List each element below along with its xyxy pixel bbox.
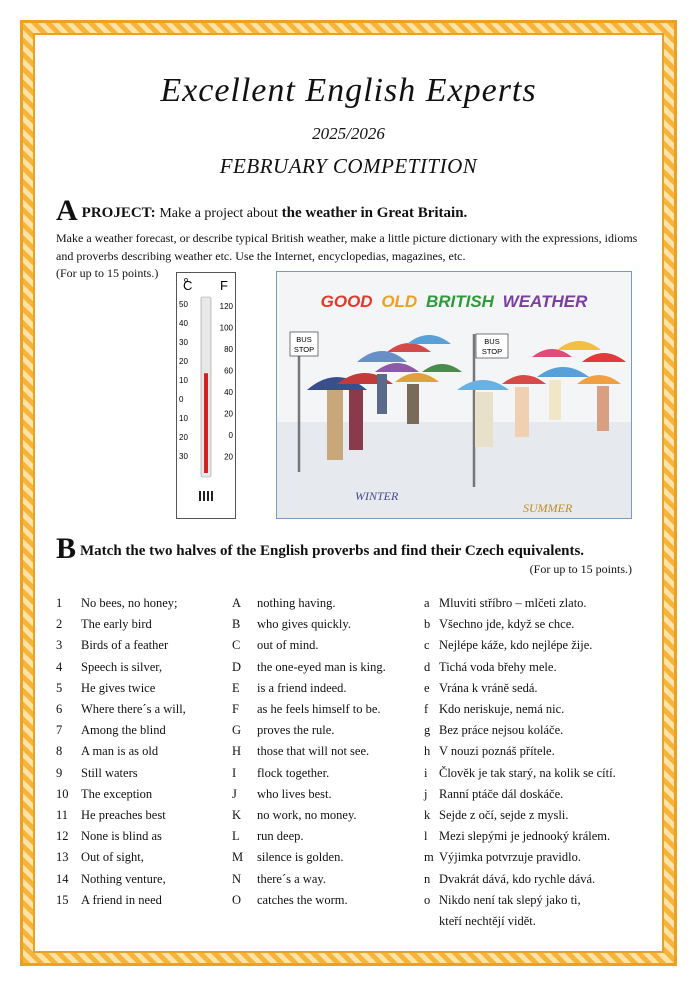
proverb-second-half: is a friend indeed. bbox=[257, 680, 347, 695]
section-a-points: (For up to 15 points.) bbox=[56, 266, 159, 280]
proverb-first-half: Nothing venture, bbox=[81, 871, 166, 886]
czech-text: Nikdo není tak slepý jako ti, bbox=[439, 892, 581, 907]
proverb-first-half: Among the blind bbox=[81, 723, 166, 738]
czech-text: Výjimka potvrzuje pravidlo. bbox=[439, 850, 581, 865]
section-b-points: (For up to 15 points.) bbox=[529, 562, 632, 576]
proverb-first-half: Out of sight, bbox=[81, 850, 144, 865]
fahrenheit-tick-label: 60 bbox=[224, 366, 233, 376]
czech-letter: b bbox=[424, 617, 431, 632]
proverb-second-half: out of mind. bbox=[257, 638, 319, 653]
proverb-first-half: Still waters bbox=[81, 765, 138, 780]
section-b-instruction: Match the two halves of the English proverbs and find their Czech equivalents. bbox=[80, 543, 585, 559]
czech-letter: n bbox=[424, 871, 431, 886]
proverb-second-half: catches the worm. bbox=[257, 892, 348, 907]
weather-title-word: BRITISH bbox=[425, 292, 494, 311]
celsius-tick-label: 20 bbox=[179, 357, 188, 366]
proverb-first-half: The exception bbox=[81, 786, 153, 801]
proverb-first-half: A man is as old bbox=[81, 744, 159, 759]
proverb-letter: N bbox=[232, 871, 242, 886]
czech-text: Člověk je tak starý, na kolik se cítí. bbox=[439, 765, 616, 780]
winter-label: WINTER bbox=[355, 489, 399, 503]
czech-text: Kdo neriskuje, nemá nic. bbox=[439, 702, 565, 716]
proverb-number: 12 bbox=[56, 829, 69, 844]
fahrenheit-tick-label: 0 bbox=[228, 431, 233, 440]
page-title: Excellent English Experts bbox=[160, 72, 537, 109]
thermometer-svg bbox=[177, 273, 235, 518]
proverb-number: 6 bbox=[56, 702, 63, 716]
czech-equivalent bbox=[424, 787, 563, 808]
proverb-letter: L bbox=[232, 829, 240, 844]
proverb-number: 7 bbox=[56, 723, 63, 738]
bus-stop-sign-text: STOP bbox=[481, 347, 503, 356]
czech-letter: o bbox=[424, 892, 431, 907]
czech-equivalent bbox=[424, 596, 587, 617]
section-b-letter: B bbox=[56, 532, 77, 565]
section-a-topic: the weather in Great Britain. bbox=[281, 205, 468, 221]
czech-text: Nejlépe káže, kdo nejlépe žije. bbox=[439, 638, 593, 653]
czech-letter: d bbox=[424, 659, 431, 674]
proverb-first-half: The early bird bbox=[81, 617, 152, 632]
czech-letter: j bbox=[424, 786, 428, 801]
proverb-second-half: there´s a way. bbox=[257, 871, 326, 886]
czech-text: Všechno jde, když se chce. bbox=[439, 617, 575, 632]
section-b-heading bbox=[56, 532, 584, 566]
proverb-second-half: no work, no money. bbox=[257, 808, 357, 822]
czech-equivalent bbox=[424, 638, 592, 659]
summer-label: SUMMER bbox=[523, 501, 573, 515]
czech-text: V nouzi poznáš přítele. bbox=[439, 744, 555, 759]
fahrenheit-unit: F bbox=[220, 278, 228, 293]
fahrenheit-tick-label: 100 bbox=[219, 323, 233, 333]
proverb-letter: D bbox=[232, 659, 242, 674]
proverb-number: 4 bbox=[56, 659, 63, 674]
section-a-label: PROJECT: bbox=[81, 205, 156, 221]
proverb-first-half: A friend in need bbox=[81, 892, 162, 907]
proverb-first-half: He gives twice bbox=[81, 680, 156, 695]
celsius-tick-label: 0 bbox=[179, 395, 184, 404]
czech-text: Sejde z očí, sejde z mysli. bbox=[439, 808, 569, 822]
bus-stop-sign-text: BUS bbox=[296, 335, 312, 344]
section-a-intro: Make a project about bbox=[159, 206, 278, 221]
czech-letter: m bbox=[424, 850, 434, 865]
fahrenheit-tick-label: 20 bbox=[224, 452, 233, 462]
proverb-number: 9 bbox=[56, 765, 63, 780]
czech-equivalent bbox=[424, 829, 610, 850]
proverb-letter: G bbox=[232, 723, 242, 738]
czech-equivalent bbox=[424, 723, 563, 744]
czech-equivalent-continuation bbox=[424, 914, 536, 935]
czech-equivalent bbox=[424, 808, 568, 829]
celsius-tick-label: 10 bbox=[179, 376, 188, 385]
proverb-letter: J bbox=[232, 786, 237, 801]
czech-letter: e bbox=[424, 680, 430, 695]
proverb-first-half: None is blind as bbox=[81, 829, 162, 844]
czech-letter: i bbox=[424, 765, 428, 780]
czech-text: Bez práce nejsou koláče. bbox=[439, 723, 564, 738]
proverb-second-half: silence is golden. bbox=[257, 850, 344, 865]
czech-letter: a bbox=[424, 596, 430, 610]
proverb-number: 3 bbox=[56, 638, 63, 653]
czech-equivalent bbox=[424, 617, 574, 638]
proverb-letter: E bbox=[232, 680, 240, 695]
proverb-second-half: who gives quickly. bbox=[257, 617, 351, 632]
proverb-first-half: Birds of a feather bbox=[81, 638, 169, 653]
weather-title-word: WEATHER bbox=[502, 292, 588, 311]
czech-equivalent bbox=[424, 893, 581, 914]
czech-text: Dvakrát dává, kdo rychle dává. bbox=[439, 871, 596, 886]
proverb-letter: F bbox=[232, 702, 239, 716]
czech-equivalent bbox=[424, 702, 564, 723]
weather-illustration bbox=[276, 271, 632, 519]
weather-illustration-svg bbox=[277, 272, 631, 518]
proverb-second-half: flock together. bbox=[257, 765, 330, 780]
celsius-unit: C bbox=[183, 278, 193, 293]
proverb-first-half: No bees, no honey; bbox=[81, 596, 178, 610]
section-a-letter: A bbox=[56, 194, 78, 227]
czech-text: Tichá voda břehy mele. bbox=[439, 659, 557, 674]
proverb-number: 11 bbox=[56, 808, 69, 822]
proverb-letter: C bbox=[232, 638, 241, 653]
celsius-tick-label: 30 bbox=[179, 452, 188, 461]
thermometer-image bbox=[176, 272, 236, 519]
czech-equivalent bbox=[424, 660, 557, 681]
fahrenheit-tick-label: 80 bbox=[224, 345, 233, 354]
proverb-second-half: proves the rule. bbox=[257, 723, 335, 738]
fahrenheit-tick-label: 40 bbox=[224, 388, 233, 397]
proverb-second-half: as he feels himself to be. bbox=[257, 702, 381, 716]
proverb-letter: A bbox=[232, 596, 242, 610]
czech-text: Mluviti stříbro – mlčeti zlato. bbox=[439, 596, 587, 610]
section-a-heading bbox=[56, 194, 467, 228]
czech-equivalent bbox=[424, 766, 616, 787]
czech-letter: f bbox=[424, 702, 429, 716]
celsius-tick-label: 40 bbox=[179, 319, 188, 328]
proverb-second-half: run deep. bbox=[257, 829, 304, 844]
proverb-first-half: He preaches best bbox=[81, 808, 166, 822]
proverb-second-half: nothing having. bbox=[257, 596, 336, 610]
thermometer-vents bbox=[199, 491, 213, 501]
thermometer-mercury bbox=[204, 373, 208, 473]
school-year: 2025/2026 bbox=[312, 124, 385, 143]
proverb-letter: K bbox=[232, 808, 242, 822]
proverb-letter: O bbox=[232, 892, 242, 907]
proverb-number: 1 bbox=[56, 596, 63, 610]
celsius-tick-label: 10 bbox=[179, 414, 188, 423]
czech-text: kteří nechtějí vidět. bbox=[439, 914, 536, 928]
czech-text: Vrána k vráně sedá. bbox=[439, 680, 538, 695]
czech-letter: h bbox=[424, 744, 431, 759]
czech-equivalent bbox=[424, 850, 581, 871]
proverb-number: 14 bbox=[56, 871, 69, 886]
proverb-letter: M bbox=[232, 850, 244, 865]
proverb-first-half: Where there´s a will, bbox=[81, 702, 186, 716]
celsius-tick-label: 30 bbox=[179, 338, 188, 347]
proverb-number: 15 bbox=[56, 892, 69, 907]
bus-stop-sign-text: STOP bbox=[293, 345, 315, 354]
section-a-description: Make a weather forecast, or describe typical British weather, make a little picture dictionary with the expressions, idioms and proverbs describing weather etc. Use the Internet, encyclopedias, magazines, etc. bbox=[56, 231, 638, 263]
czech-letter: k bbox=[424, 808, 431, 822]
czech-letter: g bbox=[424, 723, 431, 738]
czech-text: Ranní ptáče dál doskáče. bbox=[439, 786, 564, 801]
proverb-second-half: the one-eyed man is king. bbox=[257, 659, 386, 674]
czech-text: Mezi slepými je jednooký králem. bbox=[439, 829, 611, 844]
weather-title-word: GOOD bbox=[320, 292, 373, 311]
proverb-letter: I bbox=[232, 765, 237, 780]
weather-title-word: OLD bbox=[381, 292, 418, 311]
czech-letter: c bbox=[424, 638, 430, 653]
weather-title bbox=[321, 292, 588, 311]
competition-title: FEBRUARY COMPETITION bbox=[219, 154, 478, 178]
proverb-first-half: Speech is silver, bbox=[81, 659, 163, 674]
proverb-number: 10 bbox=[56, 786, 69, 801]
czech-equivalent bbox=[424, 744, 555, 765]
celsius-tick-label: 50 bbox=[179, 300, 188, 309]
fahrenheit-tick-label: 20 bbox=[224, 409, 233, 419]
proverb-number: 5 bbox=[56, 680, 63, 695]
proverb-letter: B bbox=[232, 617, 241, 632]
celsius-tick-label: 20 bbox=[179, 433, 188, 442]
proverb-second-half: who lives best. bbox=[257, 786, 332, 801]
proverb-number: 13 bbox=[56, 850, 69, 865]
proverb-letter: H bbox=[232, 744, 242, 759]
czech-equivalent bbox=[424, 681, 538, 702]
bus-stop-sign-text: BUS bbox=[484, 337, 500, 346]
proverb-number: 2 bbox=[56, 617, 63, 632]
proverb-number: 8 bbox=[56, 744, 63, 759]
proverb-second-half: those that will not see. bbox=[257, 744, 370, 759]
czech-letter: l bbox=[424, 829, 428, 844]
czech-equivalent bbox=[424, 872, 595, 893]
fahrenheit-tick-label: 120 bbox=[219, 302, 233, 311]
